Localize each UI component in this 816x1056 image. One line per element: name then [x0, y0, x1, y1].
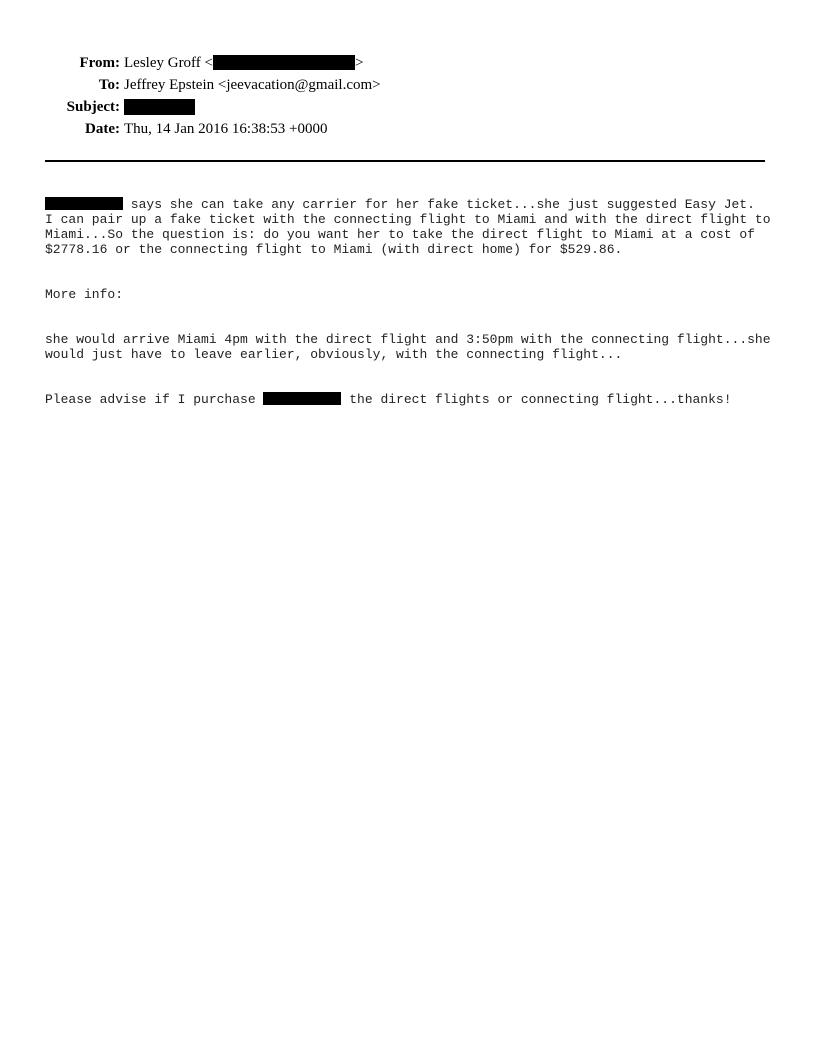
from-row	[0, 52, 816, 74]
body-text: she would arrive Miami 4pm with the direct flight and 3:50pm with the connecting flight...she	[45, 332, 771, 347]
from-value	[124, 52, 363, 74]
to-row	[0, 74, 816, 96]
to-label: To:	[98, 77, 120, 93]
body-paragraph	[45, 332, 775, 362]
from-name: Lesley Groff <	[124, 55, 213, 71]
redaction-box	[263, 392, 341, 405]
body-text: I can pair up a fake ticket with the connecting flight to Miami and with the direct flight to	[45, 212, 771, 227]
from-label: From:	[79, 55, 120, 71]
subject-value	[124, 96, 195, 118]
body-text: More info:	[45, 287, 124, 302]
body-paragraph	[45, 197, 775, 257]
header-divider	[45, 160, 765, 162]
body-paragraph	[45, 287, 775, 302]
date-value: Thu, 14 Jan 2016 16:38:53 +0000	[124, 121, 328, 137]
date-label: Date:	[85, 121, 120, 137]
body-text: the direct flights or connecting flight...thanks!	[341, 392, 732, 407]
body-text: Miami...So the question is: do you want her to take the direct flight to Miami at a cost of	[45, 227, 755, 242]
body-text: $2778.16 or the connecting flight to Miami (with direct home) for $529.86.	[45, 242, 623, 257]
body-text: Please advise if I purchase	[45, 392, 264, 407]
body-text: would just have to leave earlier, obviously, with the connecting flight...	[45, 347, 623, 362]
to-value: Jeffrey Epstein <jeevacation@gmail.com>	[124, 77, 381, 93]
subject-row	[0, 96, 816, 118]
redaction-box	[124, 99, 195, 115]
body-paragraph	[45, 392, 775, 407]
redaction-box	[45, 197, 123, 210]
date-row	[0, 118, 816, 140]
email-header	[0, 52, 816, 140]
from-close: >	[355, 55, 364, 71]
redaction-box	[213, 55, 355, 70]
subject-label: Subject:	[66, 99, 120, 115]
email-body	[45, 182, 775, 437]
body-text: says she can take any carrier for her fake ticket...she just suggested Easy Jet.	[123, 197, 755, 212]
